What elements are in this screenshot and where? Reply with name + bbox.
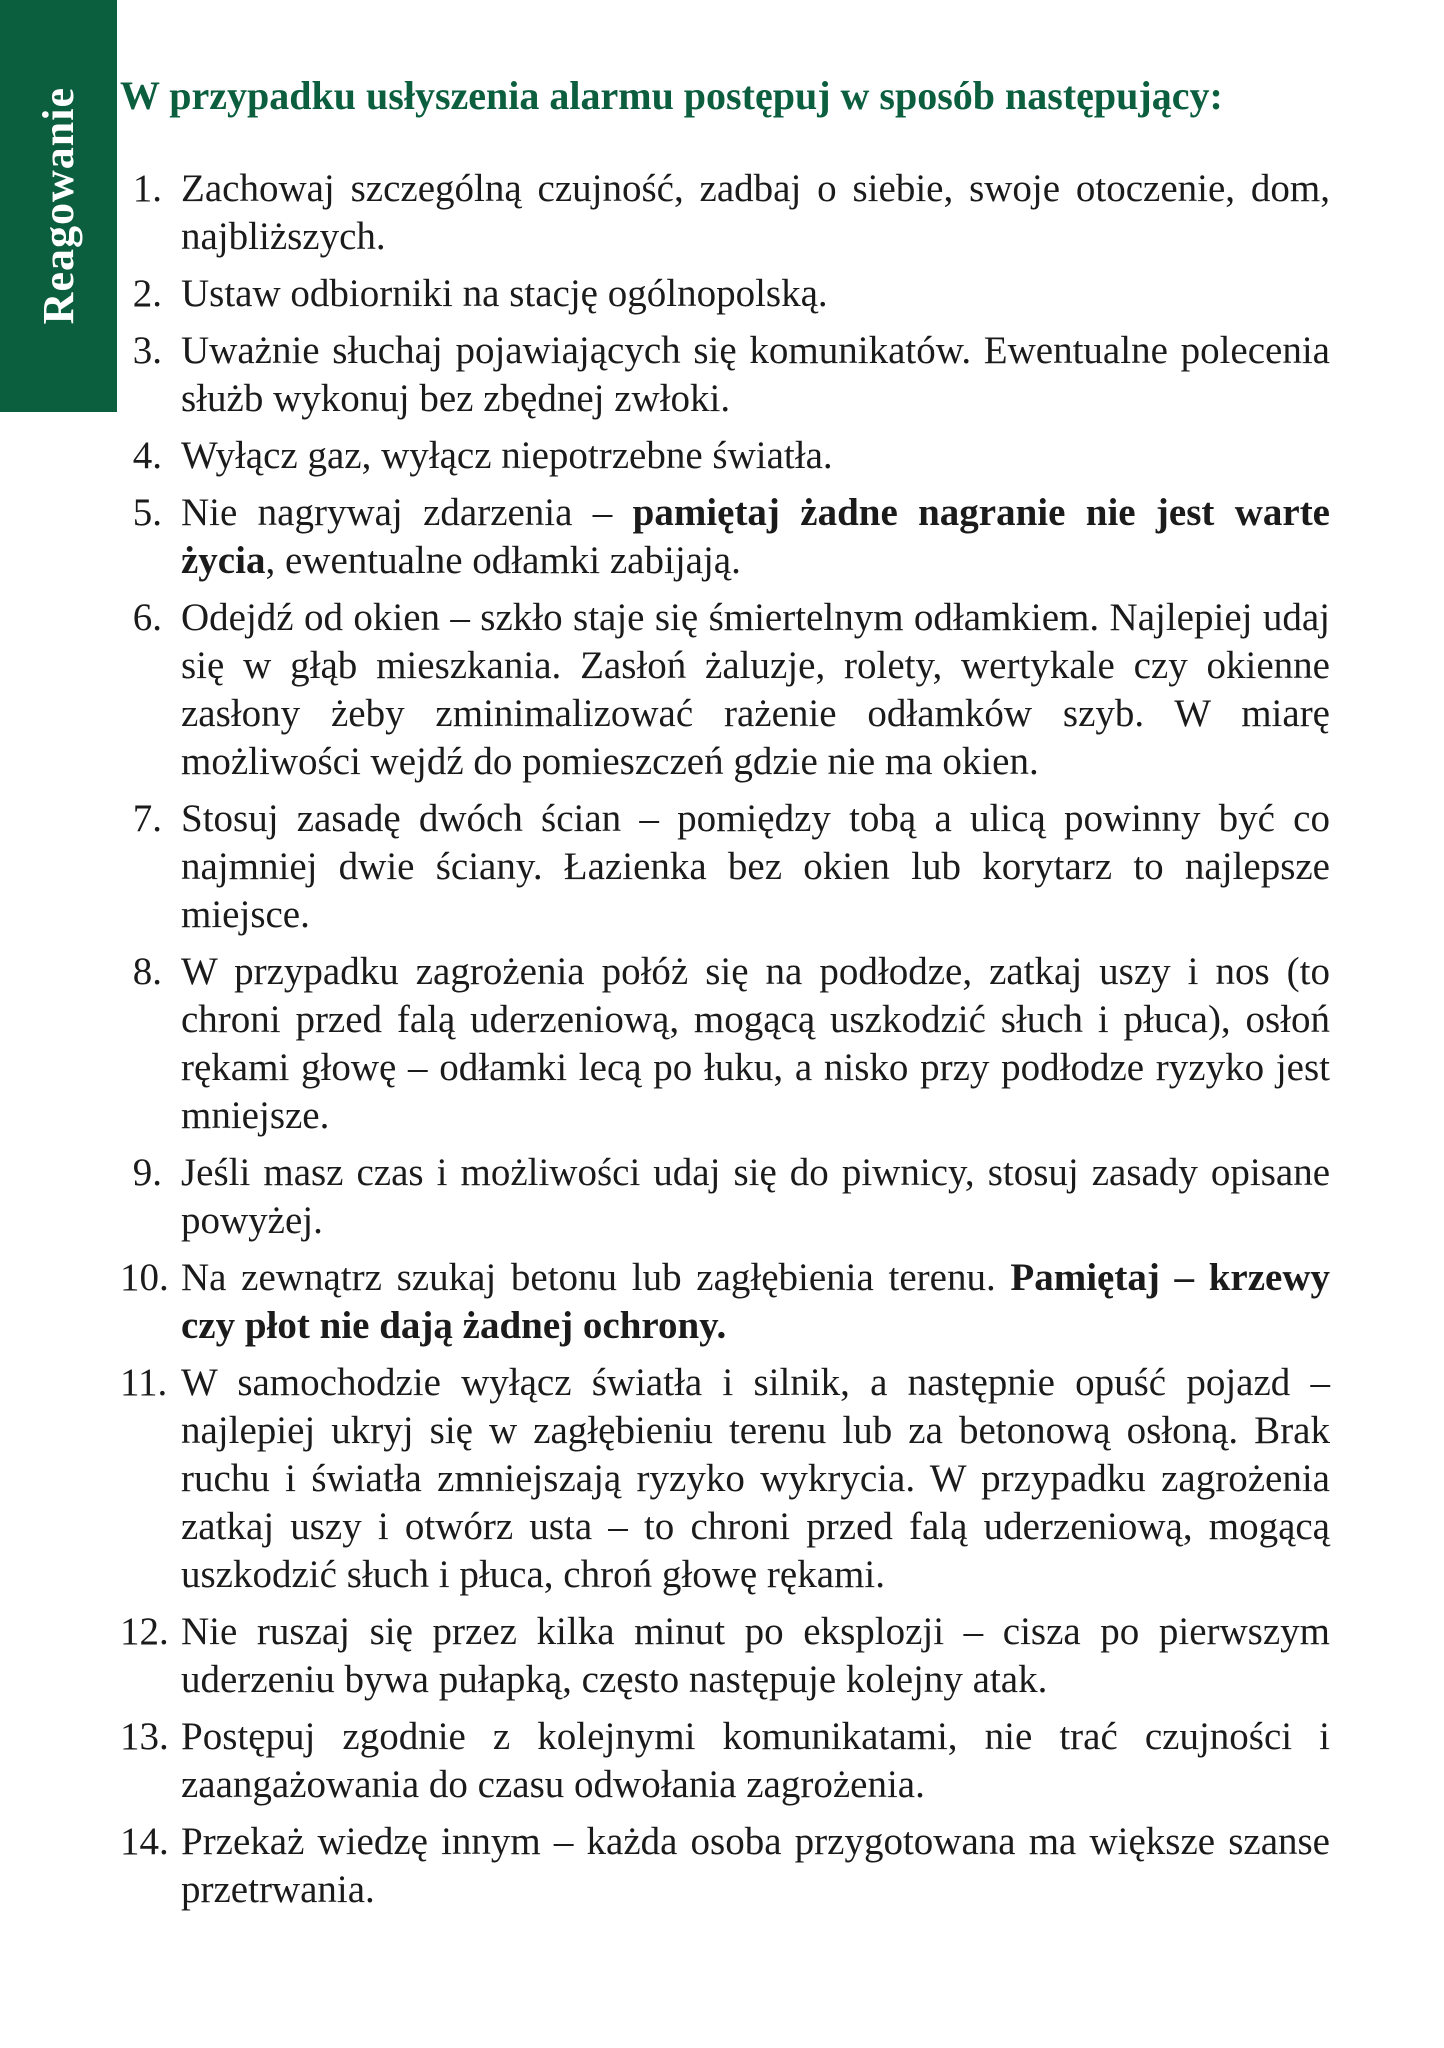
list-item	[120, 1608, 1330, 1704]
item-text	[167, 1818, 1330, 1914]
text-segment: W przypadku zagrożenia połóż się na podłodze, zatkaj uszy i nos (to chroni przed falą uderzeniową, mogącą uszkodzić słuch i płuca), osłoń rękami głowę – odłamki lecą po łuku, a nisko przy podłodze ryzyko jest mniejsze.	[181, 950, 1330, 1137]
list-item	[120, 1149, 1330, 1245]
list-item	[120, 594, 1330, 786]
item-number: 6.	[132, 596, 162, 639]
item-text	[167, 1254, 1330, 1350]
text-segment: Zachowaj szczególną czujność, zadbaj o siebie, swoje otoczenie, dom, najbliższych.	[181, 167, 1330, 258]
list-item	[120, 489, 1330, 585]
item-number: 12.	[120, 1610, 169, 1653]
text-segment: Stosuj zasadę dwóch ścian – pomiędzy tobą a ulicą powinny być co najmniej dwie ściany. Łazienka bez okien lub korytarz to najlepsze miejsce.	[181, 797, 1330, 936]
item-text	[167, 948, 1330, 1140]
text-segment: Nie nagrywaj zdarzenia –	[181, 491, 633, 534]
item-number: 1.	[132, 167, 162, 210]
document-content	[120, 0, 1330, 1923]
item-text	[167, 1359, 1330, 1599]
list-item	[120, 1713, 1330, 1809]
item-text	[167, 327, 1330, 423]
list-item	[120, 270, 1330, 318]
text-segment: Nie ruszaj się przez kilka minut po eksplozji – cisza po pierwszym uderzeniu bywa pułapką, często następuje kolejny atak.	[181, 1610, 1330, 1701]
sidebar-tab-reagowanie	[0, 0, 117, 412]
list-item	[120, 1254, 1330, 1350]
item-text	[167, 489, 1330, 585]
item-text	[167, 270, 1330, 318]
item-number: 7.	[132, 797, 162, 840]
instruction-list	[120, 165, 1330, 1914]
item-number: 5.	[132, 491, 162, 534]
item-number: 3.	[132, 329, 162, 372]
item-number: 9.	[132, 1151, 162, 1194]
item-text	[167, 1149, 1330, 1245]
text-segment: Na zewnątrz szukaj betonu lub zagłębienia terenu.	[181, 1256, 1011, 1299]
item-text	[167, 165, 1330, 261]
bold-text-segment: Pamiętaj – krzewy czy płot nie dają żadnej ochrony.	[181, 1256, 1330, 1347]
list-item	[120, 948, 1330, 1140]
list-item	[120, 432, 1330, 480]
item-number: 4.	[132, 434, 162, 477]
item-number: 13.	[120, 1715, 169, 1758]
page-title: W przypadku usłyszenia alarmu postępuj w sposób następujący:	[120, 73, 1223, 118]
text-segment: Uważnie słuchaj pojawiających się komunikatów. Ewentualne polecenia służb wykonuj bez zbędnej zwłoki.	[181, 329, 1330, 420]
text-segment: Jeśli masz czas i możliwości udaj się do piwnicy, stosuj zasady opisane powyżej.	[181, 1151, 1330, 1242]
list-item	[120, 795, 1330, 939]
item-text	[167, 1713, 1330, 1809]
bold-text-segment: pamiętaj żadne nagranie nie jest warte życia	[181, 491, 1330, 582]
text-segment: W samochodzie wyłącz światła i silnik, a następnie opuść pojazd – najlepiej ukryj się w zagłębieniu terenu lub za betonową osłoną. Brak ruchu i światła zmniejszają ryzyko wykrycia. W przypadku zagrożenia zatkaj uszy i otwórz usta – to chroni przed falą uderzeniową, mogącą uszkodzić słuch i płuca, chroń głowę rękami.	[181, 1361, 1330, 1596]
item-number: 10.	[120, 1256, 169, 1299]
text-segment: Ustaw odbiorniki na stację ogólnopolską.	[181, 272, 828, 315]
item-number: 8.	[132, 950, 162, 993]
item-number: 14.	[120, 1820, 169, 1863]
list-item	[120, 327, 1330, 423]
list-item	[120, 165, 1330, 261]
item-number: 2.	[132, 272, 162, 315]
list-item	[120, 1359, 1330, 1599]
text-segment: , ewentualne odłamki zabijają.	[265, 539, 741, 582]
item-text	[167, 594, 1330, 786]
text-segment: Przekaż wiedzę innym – każda osoba przygotowana ma większe szanse przetrwania.	[181, 1820, 1330, 1911]
item-text	[167, 795, 1330, 939]
item-text	[167, 1608, 1330, 1704]
sidebar-label: Reagowanie	[34, 87, 83, 325]
text-segment: Odejdź od okien – szkło staje się śmiertelnym odłamkiem. Najlepiej udaj się w głąb mieszkania. Zasłoń żaluzje, rolety, wertykale czy okienne zasłony żeby zminimalizować rażenie odłamków szyb. W miarę możliwości wejdź do pomieszczeń gdzie nie ma okien.	[181, 596, 1330, 783]
text-segment: Wyłącz gaz, wyłącz niepotrzebne światła.	[181, 434, 833, 477]
item-number: 11.	[120, 1361, 168, 1404]
text-segment: Postępuj zgodnie z kolejnymi komunikatami, nie trać czujności i zaangażowania do czasu odwołania zagrożenia.	[181, 1715, 1330, 1806]
list-item	[120, 1818, 1330, 1914]
item-text	[167, 432, 1330, 480]
